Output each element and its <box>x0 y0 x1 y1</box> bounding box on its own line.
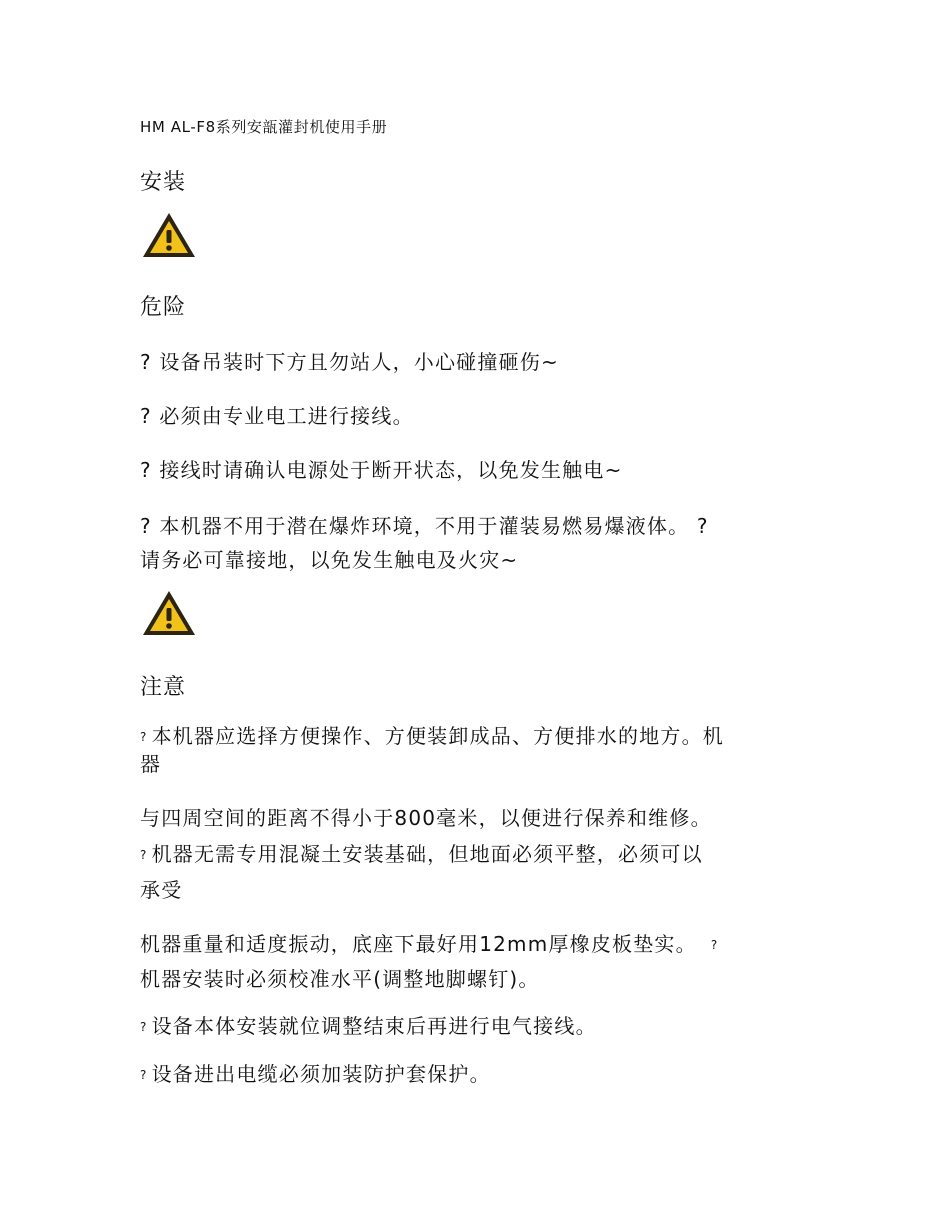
danger-item: 请务必可靠接地，以免发生触电及火灾~ <box>140 548 519 572</box>
notice-text: 设备本体安装就位调整结束后再进行电气接线。 <box>151 1014 597 1038</box>
danger-item: ? 本机器不用于潜在爆炸环境，不用于灌装易燃易爆液体。 ? <box>140 514 709 538</box>
notice-text: 器 <box>140 752 162 776</box>
danger-item: ? 接线时请确认电源处于断开状态，以免发生触电~ <box>140 458 623 482</box>
bullet-mark: ? <box>140 730 148 744</box>
notice-item <box>140 1058 491 1087</box>
notice-text: 与四周空间的距离不得小于800毫米，以便进行保养和维修。 <box>140 806 712 830</box>
notice-text: 机器重量和适度振动，底座下最好用12mm厚橡皮板垫实。 <box>140 932 697 956</box>
notice-item <box>140 838 703 867</box>
notice-text: 设备进出电缆必须加装防护套保护。 <box>151 1062 491 1086</box>
notice-text: 机器安装时必须校准水平(调整地脚螺钉)。 <box>140 967 540 991</box>
section-title-install: 安装 <box>140 170 187 195</box>
notice-text: 机器无需专用混凝土安装基础，但地面必须平整，必须可以 <box>151 842 703 866</box>
warning-triangle-icon <box>140 210 198 260</box>
danger-item: ? 设备吊装时下方且勿站人，小心碰撞砸伤~ <box>140 350 559 374</box>
notice-item <box>140 928 722 957</box>
notice-text: 本机器应选择方便操作、方便装卸成品、方便排水的地方。机 <box>151 724 724 748</box>
danger-heading: 危险 <box>140 295 187 320</box>
bullet-mark: ? <box>140 1068 148 1082</box>
notice-item <box>140 720 724 749</box>
notice-heading: 注意 <box>140 675 187 700</box>
danger-item: ? 必须由专业电工进行接线。 <box>140 404 414 428</box>
notice-item <box>140 1010 597 1039</box>
warning-triangle-icon <box>140 588 198 638</box>
bullet-mark: ? <box>710 938 719 952</box>
document-header: HM AL-F8系列安瓿灌封机使用手册 <box>140 118 388 136</box>
bullet-mark: ? <box>140 1020 148 1034</box>
bullet-mark: ? <box>140 848 148 862</box>
notice-text: 承受 <box>140 878 183 902</box>
